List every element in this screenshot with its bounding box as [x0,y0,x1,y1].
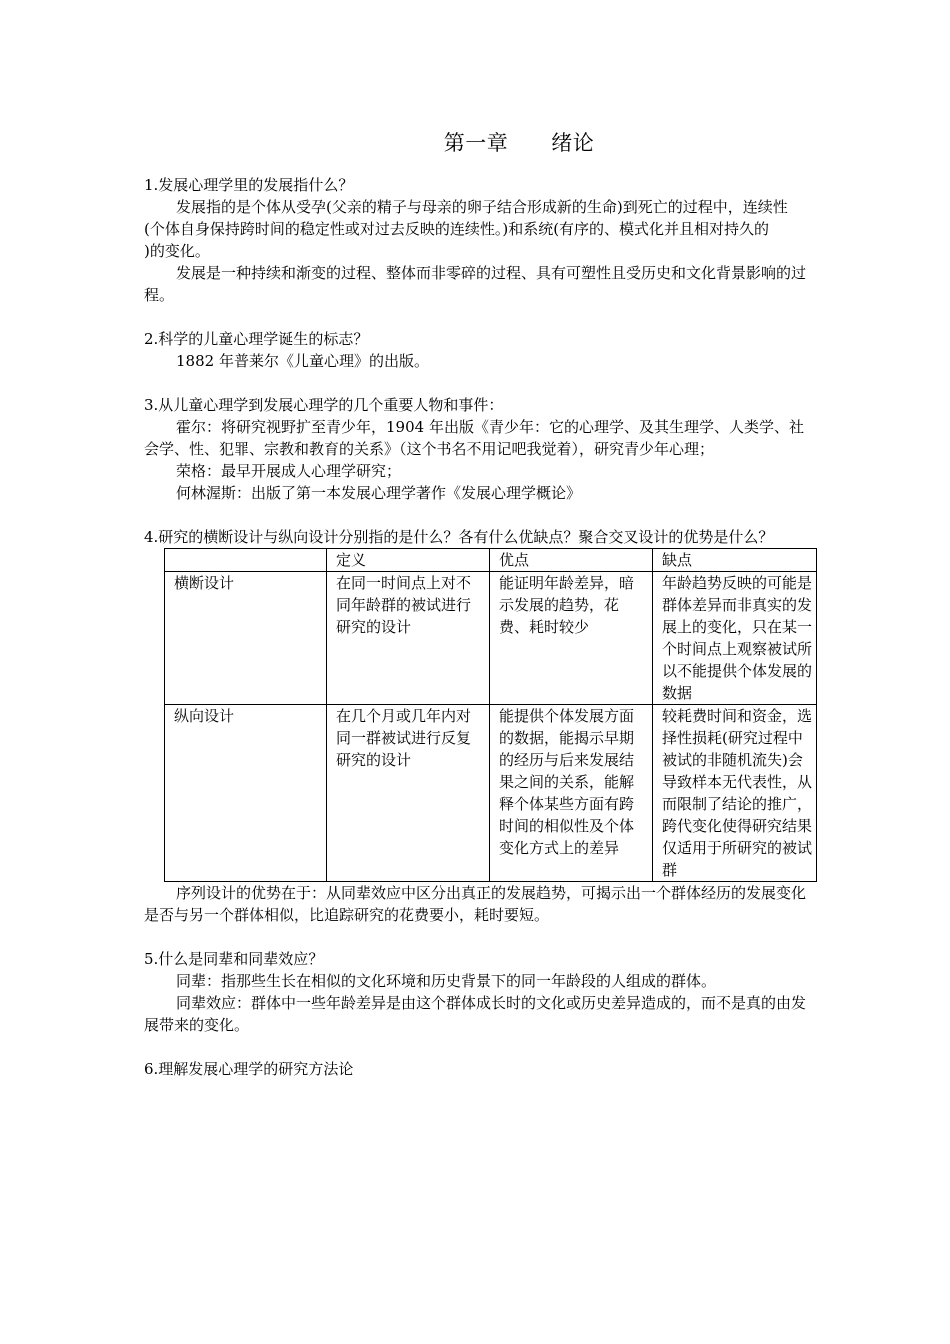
q3-item-hall: 霍尔：将研究视野扩至青少年，1904 年出版《青少年：它的心理学、及其生理学、人类学、社会学、性、犯罪、宗教和教育的关系》（这个书名不用记吧我觉着），研究青少年心理； [144,418,804,458]
table-row [165,705,817,882]
question-1: 1.发展心理学里的发展指什么？ [144,176,354,194]
table-header-cell: 缺点 [653,549,817,572]
table-cell: 年龄趋势反映的可能是群体差异而非真实的发展上的变化，只在某一个时间点上观察被试所以不能提供个体发展的数据 [653,572,817,705]
design-comparison-table [164,548,817,882]
q3-item-hollingworth: 何林渥斯：出版了第一本发展心理学著作《发展心理学概论》 [176,484,582,502]
q1-paragraph-2: 发展是一种持续和渐变的过程、整体而非零碎的过程、具有可塑性且受历史和文化背景影响的过程。 [144,264,807,304]
table-cell: 在同一时间点上对不同年龄群的被试进行研究的设计 [327,572,490,705]
document-page [144,128,813,1080]
q1-paragraph-1-tail: )的变化。 [144,242,210,260]
table-cell: 在几个月或几年内对同一群被试进行反复研究的设计 [327,705,490,882]
table-header-cell [165,549,327,572]
table-header-cell: 定义 [327,549,490,572]
table-cell: 能证明年龄差异，暗示发展的趋势，花费、耗时较少 [490,572,653,705]
q3-item-jung: 荣格：最早开展成人心理学研究； [176,462,402,480]
table-cell: 较耗费时间和资金，选择性损耗(研究过程中被试的非随机流失)会导致样本无代表性，从而限制了结论的推广，跨代变化使得研究结果仅适用于所研究的被试群 [653,705,817,882]
question-6: 6.理解发展心理学的研究方法论 [144,1060,354,1078]
table-cell: 能提供个体发展方面的数据，能揭示早期的经历与后来发展结果之间的关系，能解释个体某些方面有跨时间的相似性及个体变化方式上的差异 [490,705,653,882]
chapter-title: 第一章 绪论 [336,131,616,155]
table-header-row [165,549,817,572]
q2-answer: 1882 年普莱尔《儿童心理》的出版。 [176,352,429,370]
table-header-cell: 优点 [490,549,653,572]
q5-item-cohort-effect: 同辈效应：群体中一些年龄差异是由这个群体成长时的文化或历史差异造成的，而不是真的由发展带来的变化。 [144,994,807,1034]
q4-sequential-design-text: 序列设计的优势在于：从同辈效应中区分出真正的发展趋势，可揭示出一个群体经历的发展变化是否与另一个群体相似，比追踪研究的花费要小，耗时要短。 [144,884,807,924]
table-cell: 纵向设计 [165,705,327,882]
table-row [165,572,817,705]
table-cell: 横断设计 [165,572,327,705]
q1-paragraph-1: 发展指的是个体从受孕(父亲的精子与母亲的卵子结合形成新的生命)到死亡的过程中，连续性(个体自身保持跨时间的稳定性或对过去反映的连续性。)和系统(有序的、模式化并且相对持久的 [144,198,788,238]
question-4: 4.研究的横断设计与纵向设计分别指的是什么？各有什么优缺点？聚合交叉设计的优势是什么？ [144,528,774,546]
question-2: 2.科学的儿童心理学诞生的标志？ [144,330,369,348]
question-5: 5.什么是同辈和同辈效应？ [144,950,324,968]
question-3: 3.从儿童心理学到发展心理学的几个重要人物和事件： [144,396,504,414]
q5-item-cohort: 同辈：指那些生长在相似的文化环境和历史背景下的同一年龄段的人组成的群体。 [176,972,717,990]
